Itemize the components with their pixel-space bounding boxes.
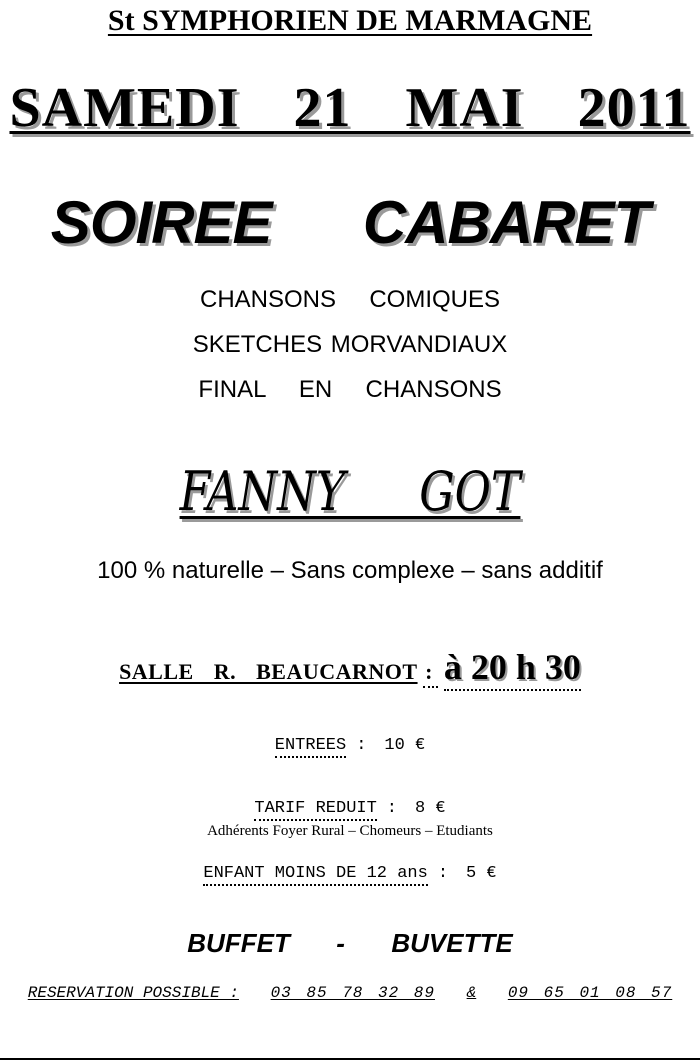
venue-line (0, 646, 700, 688)
price-colon: : (356, 736, 367, 755)
price-row (0, 736, 700, 755)
program-item: CHANSONS COMIQUES (199, 286, 501, 313)
price-label: TARIF REDUIT (254, 799, 376, 821)
phone-number-2: 09 65 01 08 57 (507, 984, 673, 1002)
reservation-line (0, 984, 700, 1002)
price-colon: : (437, 864, 449, 883)
phone-number-1: 03 85 78 32 89 (270, 984, 435, 1002)
artist-name: FANNY GOT (179, 460, 521, 523)
price-amount: 10 € (384, 736, 426, 755)
price-row (0, 799, 700, 818)
reservation-label: RESERVATION POSSIBLE : (27, 984, 239, 1002)
price-label: ENFANT MOINS DE 12 ans (203, 864, 427, 886)
artist-slogan: 100 % naturelle – Sans complexe – sans additif (97, 557, 603, 584)
price-amount: 8 € (415, 799, 446, 818)
program-item: SKETCHES MORVANDIAUX (192, 331, 508, 358)
village-name: St SYMPHORIEN DE MARMAGNE (107, 4, 593, 37)
event-date: SAMEDI 21 MAI 2011 (9, 77, 691, 139)
phone-separator: & (466, 984, 477, 1002)
venue-label: SALLE R. BEAUCARNOT (119, 659, 418, 684)
reduced-rate-note: Adhérents Foyer Rural – Chomeurs – Etudiants (207, 823, 493, 839)
venue-colon: : (423, 659, 438, 688)
buffet-line: BUFFET - BUVETTE (187, 928, 513, 958)
program-item: FINAL EN CHANSONS (198, 376, 502, 403)
footer-rule (0, 1058, 700, 1060)
price-amount: 5 € (466, 864, 497, 883)
price-row (0, 864, 700, 883)
event-title: SOIREE CABARET (50, 189, 650, 256)
price-label: ENTREES (275, 736, 346, 758)
event-time: à 20 h 30 (444, 647, 581, 691)
price-colon: : (386, 799, 397, 818)
